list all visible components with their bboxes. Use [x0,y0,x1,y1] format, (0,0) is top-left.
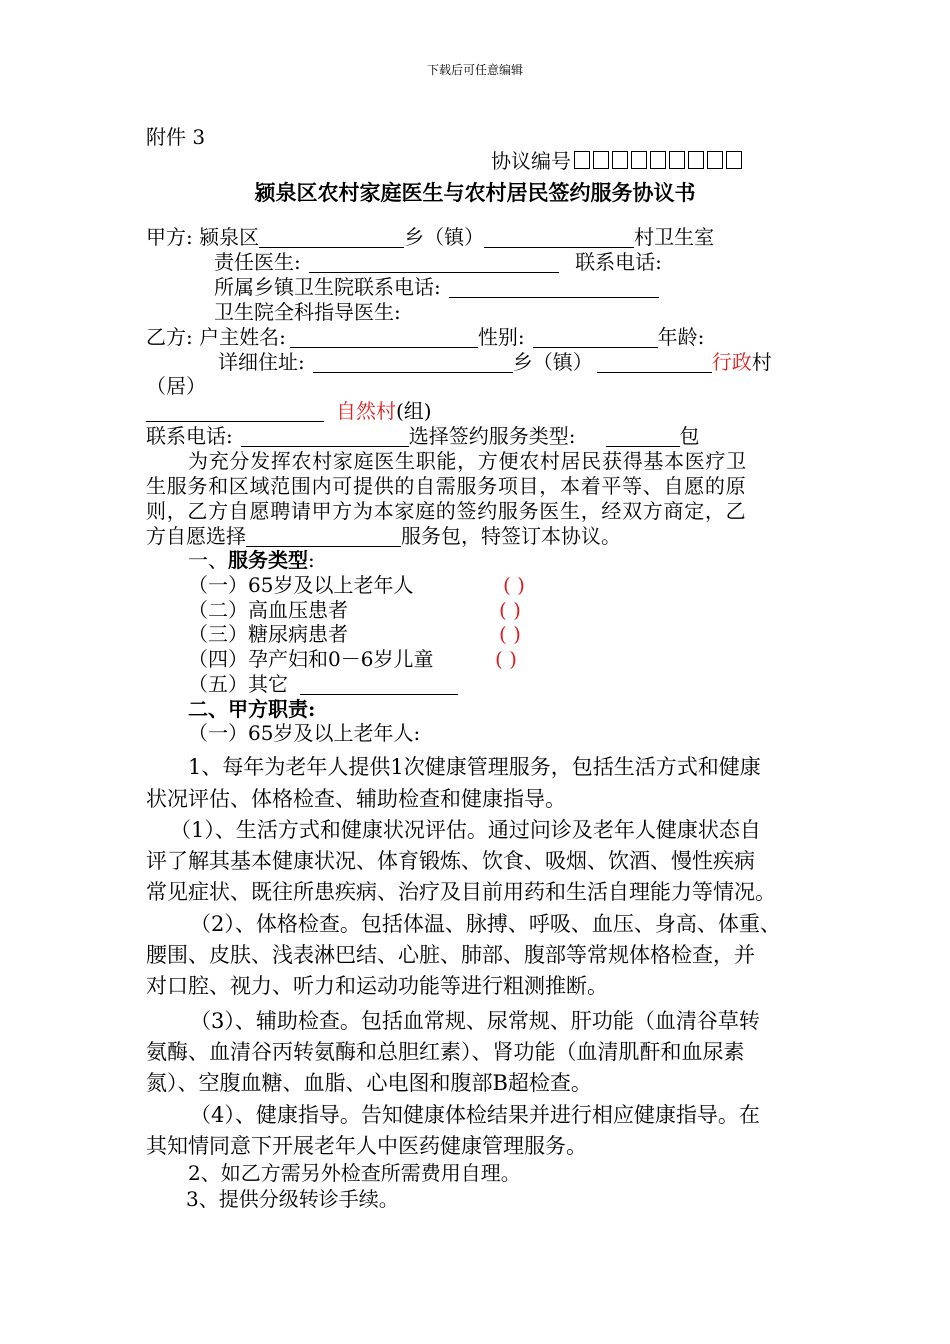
duty-1-2-line1: （2）、体格检查。包括体温、脉搏、呼吸、血压、身高、体重、 [190,912,781,936]
party-b-line5 [146,424,700,448]
duty-1-2-line3: 对口腔、视力、听力和运动功能等进行粗测推断。 [146,974,608,998]
duty-1-line2: 状况评估、体格检查、辅助检查和健康指导。 [146,787,566,811]
gender-blank[interactable] [533,327,658,348]
group-label: (组) [396,399,432,423]
service-item-1: （一）65岁及以上老年人 [188,573,414,597]
duty-1-4-line1: （4）、健康指导。告知健康体检结果并进行相应健康指导。在 [190,1103,760,1127]
party-b-line2 [218,350,772,374]
party-a-town-blank[interactable] [259,227,404,248]
duty-1-3-line3: 氮）、空腹血糖、血脂、心电图和腹部B超检查。 [146,1071,592,1095]
party-a-clinic-blank[interactable] [484,227,634,248]
duty-1-1-line3: 常见症状、既往所患疾病、治疗及目前用药和生活自理能力等情况。 [146,880,776,904]
party-a-label: 甲方: [146,225,193,249]
address-label: 详细住址: [218,350,305,374]
duty-1-3-line1: （3）、辅助检查。包括血常规、尿常规、肝功能（血清谷草转 [190,1009,760,1033]
householder-blank[interactable] [290,327,478,348]
hospital-phone-label: 所属乡镇卫生院联系电话: [214,275,441,299]
service-item-5-label: （五）其它 [188,672,288,696]
party-b-label: 乙方: [146,325,193,349]
service-type-blank[interactable] [606,426,680,447]
village-suffix: 村 [751,350,772,374]
section2-heading: 二、甲方职责: [188,697,316,721]
package-suffix: 包 [679,424,700,448]
admin-village-blank[interactable] [597,352,712,373]
intro-line4-pre: 方自愿选择 [146,524,246,548]
section2-sub1: （一）65岁及以上老年人: [188,721,421,745]
duty-1-4-line2: 其知情同意下开展老年人中医药健康管理服务。 [146,1134,587,1158]
intro-line4-post: 服务包，特签订本协议。 [401,524,621,548]
party-b-town-suffix: 乡（镇） [512,350,593,374]
doctor-label: 责任医生: [214,250,301,274]
party-a-phone-label: 联系电话: [575,250,662,274]
service-item-2: （二）高血压患者 [188,598,348,622]
gender-label: 性别: [477,325,525,349]
section1-prefix: 一、 [188,548,228,572]
intro-line4 [146,524,621,548]
service-item-3: （三）糖尿病患者 [188,622,348,646]
intro-line1: 为充分发挥农村家庭医生职能，方便农村居民获得基本医疗卫 [188,449,747,473]
householder-label: 户主姓名: [199,325,286,349]
duty-2: 2、如乙方需另外检查所需费用自理。 [188,1161,521,1185]
service-item-2-check[interactable]: ( ) [499,598,521,622]
residence-label: （居） [146,374,206,398]
party-a-clinic-suffix: 村卫生室 [634,225,715,249]
party-b-line4 [146,399,432,423]
service-other-blank[interactable] [300,674,458,695]
party-b-phone-label: 联系电话: [146,424,233,448]
hospital-phone-blank[interactable] [449,277,659,298]
attachment-label: 附件 3 [146,125,206,149]
service-item-3-check[interactable]: ( ) [499,622,521,646]
natural-village-blank[interactable] [146,401,324,422]
doctor-blank[interactable] [309,252,559,273]
admin-village-label: 行政 [711,350,752,374]
party-b-phone-blank[interactable] [241,426,409,447]
natural-village-label: 自然村 [336,399,396,423]
agreement-number-boxes[interactable] [571,149,742,173]
duty-1-1-line1: （1）、生活方式和健康状况评估。通过问诊及老年人健康状态自 [170,818,761,842]
duty-3: 3、提供分级转诊手续。 [186,1187,399,1211]
duty-1-line1: 1、每年为老年人提供1次健康管理服务，包括生活方式和健康 [188,755,761,779]
service-item-1-check[interactable]: ( ) [503,573,525,597]
party-a-town-suffix: 乡（镇） [404,225,485,249]
section1-heading [188,548,315,572]
agreement-number [491,149,742,173]
party-a-line1 [146,225,714,249]
address-blank[interactable] [313,352,513,373]
duty-1-1-line2: 评了解其基本健康状况、体育锻炼、饮食、吸烟、饮酒、慢性疾病 [146,849,755,873]
service-item-5 [188,672,458,696]
party-a-district: 颍泉区 [199,225,260,249]
agreement-number-label: 协议编号 [491,149,571,173]
header-note: 下载后可任意编辑 [426,63,523,77]
intro-line3: 则，乙方自愿聘请甲方为本家庭的签约服务医生，经双方商定，乙 [146,499,747,523]
gp-label: 卫生院全科指导医生: [214,300,401,324]
document-title: 颍泉区农村家庭医生与农村居民签约服务协议书 [254,180,696,205]
intro-package-blank[interactable] [246,526,401,547]
party-b-line1 [146,325,704,349]
party-a-line2 [214,250,662,274]
duty-1-3-line2: 氨酶、血清谷丙转氨酶和总胆红素）、肾功能（血清肌酐和血尿素 [146,1040,745,1064]
age-label: 年龄: [657,325,705,349]
service-type-label: 选择签约服务类型: [408,424,576,448]
section1-colon: : [308,548,315,572]
service-item-4-check[interactable]: ( ) [495,647,517,671]
section1-title: 服务类型 [228,548,308,572]
party-a-line3 [214,275,659,299]
duty-1-2-line2: 腰围、皮肤、浅表淋巴结、心脏、肺部、腹部等常规体格检查，并 [146,943,755,967]
service-item-4: （四）孕产妇和0－6岁儿童 [188,647,434,671]
intro-line2: 生服务和区域范围内可提供的自需服务项目，本着平等、自愿的原 [146,474,747,498]
